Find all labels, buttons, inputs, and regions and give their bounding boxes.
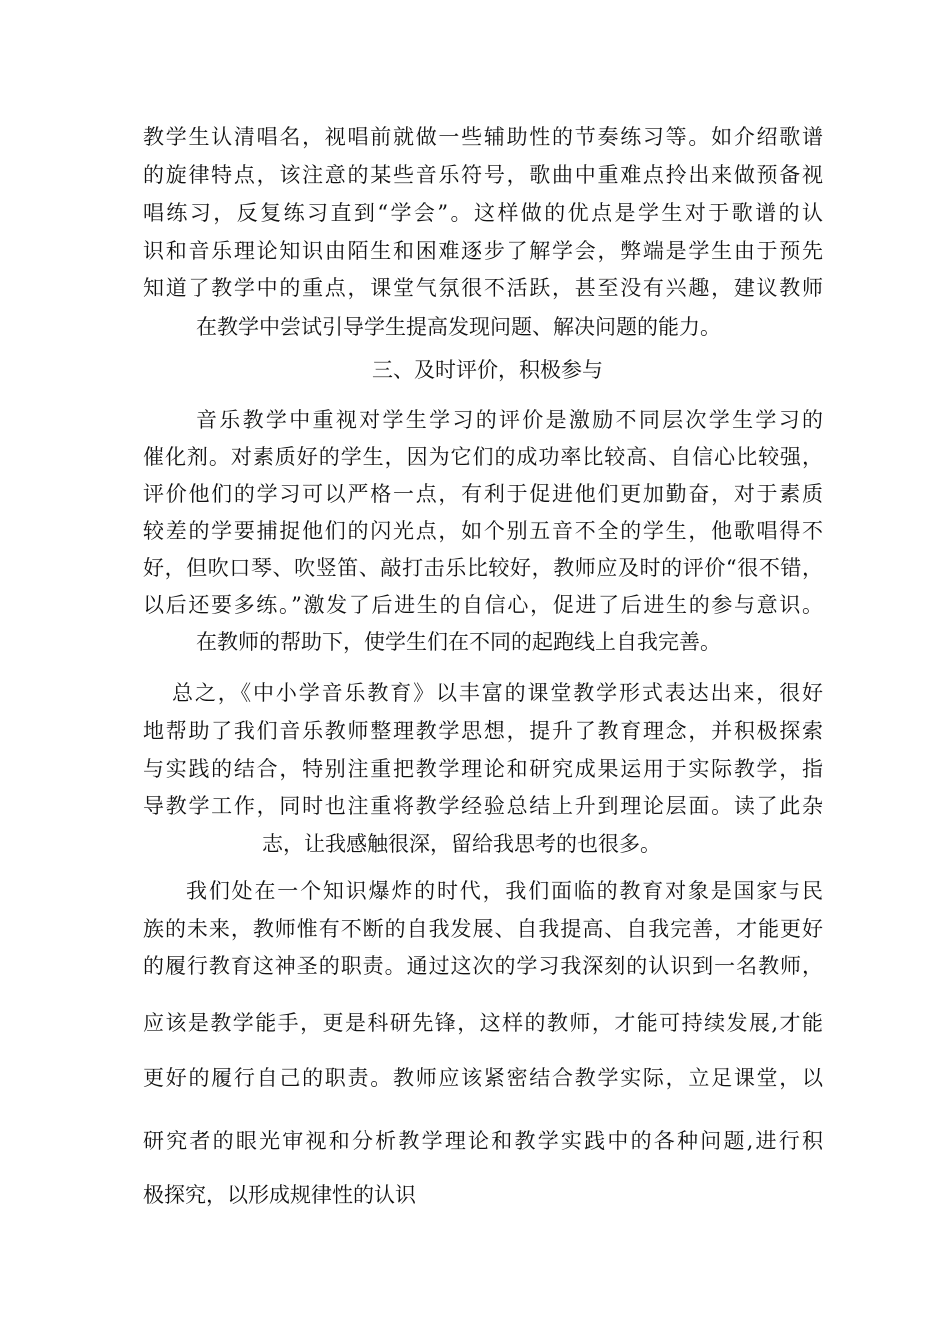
text-line: 知道了教学中的重点，课堂气氛很不活跃，甚至没有兴趣，建议教师 [143,276,823,300]
text-line: 催化剂。对素质好的学生，因为它们的成功率比较高、自信心比较强， [143,445,823,469]
paragraph-first-line: 音乐教学中重视对学生学习的评价是激励不同层次学生学习的 [196,408,823,432]
text-line: 识和音乐理论知识由陌生和困难逐步了解学会，弊端是学生由于预先 [143,239,823,263]
text-line: 与实践的结合，特别注重把教学理论和研究成果运用于实际教学，指 [143,757,823,781]
text-line: 较差的学要捕捉他们的闪光点，如个别五音不全的学生，他歌唱得不 [143,519,823,543]
text-line: 研究者的眼光审视和分析教学理论和教学实践中的各种问题,进行积 [143,1129,823,1153]
text-line: 的旋律特点，该注意的某些音乐符号，歌曲中重难点拎出来做预备视 [143,163,823,187]
paragraph-last-line: 在教学中尝试引导学生提高发现问题、解决问题的能力。 [196,315,721,339]
paragraph-last-line: 志，让我感触很深，留给我思考的也很多。 [262,832,661,856]
text-line: 评价他们的学习可以严格一点，有利于促进他们更加勤奋，对于素质 [143,482,823,506]
text-line: 更好的履行自己的职责。教师应该紧密结合教学实际，立足课堂，以 [143,1066,823,1090]
text-line: 地帮助了我们音乐教师整理教学思想，提升了教育理念，并积极探索 [143,719,823,743]
text-line: 应该是教学能手，更是科研先锋，这样的教师，才能可持续发展,才能 [143,1011,823,1035]
text-line: 族的未来，教师惟有不断的自我发展、自我提高、自我完善，才能更好 [143,917,823,941]
text-line: 的履行教育这神圣的职责。通过这次的学习我深刻的认识到一名教师， [143,954,823,978]
text-line: 好，但吹口琴、吹竖笛、敲打击乐比较好，教师应及时的评价“很不错， [143,556,823,580]
text-line: 教学生认清唱名，视唱前就做一些辅助性的节奏练习等。如介绍歌谱 [143,125,823,149]
paragraph-last-line: 极探究，以形成规律性的认识 [143,1183,416,1207]
text-line: 以后还要多练。”激发了后进生的自信心，促进了后进生的参与意识。 [143,593,823,617]
paragraph-first-line: 我们处在一个知识爆炸的时代，我们面临的教育对象是国家与民 [186,879,823,903]
paragraph-first-line: 总之，《中小学音乐教育》以丰富的课堂教学形式表达出来，很好 [172,681,823,705]
paragraph-last-line: 在教师的帮助下，使学生们在不同的起跑线上自我完善。 [196,630,721,654]
section-heading: 三、及时评价，积极参与 [372,358,603,382]
text-line: 导教学工作，同时也注重将教学经验总结上升到理论层面。读了此杂 [143,794,823,818]
text-line: 唱练习，反复练习直到“学会”。这样做的优点是学生对于歌谱的认 [143,201,823,225]
